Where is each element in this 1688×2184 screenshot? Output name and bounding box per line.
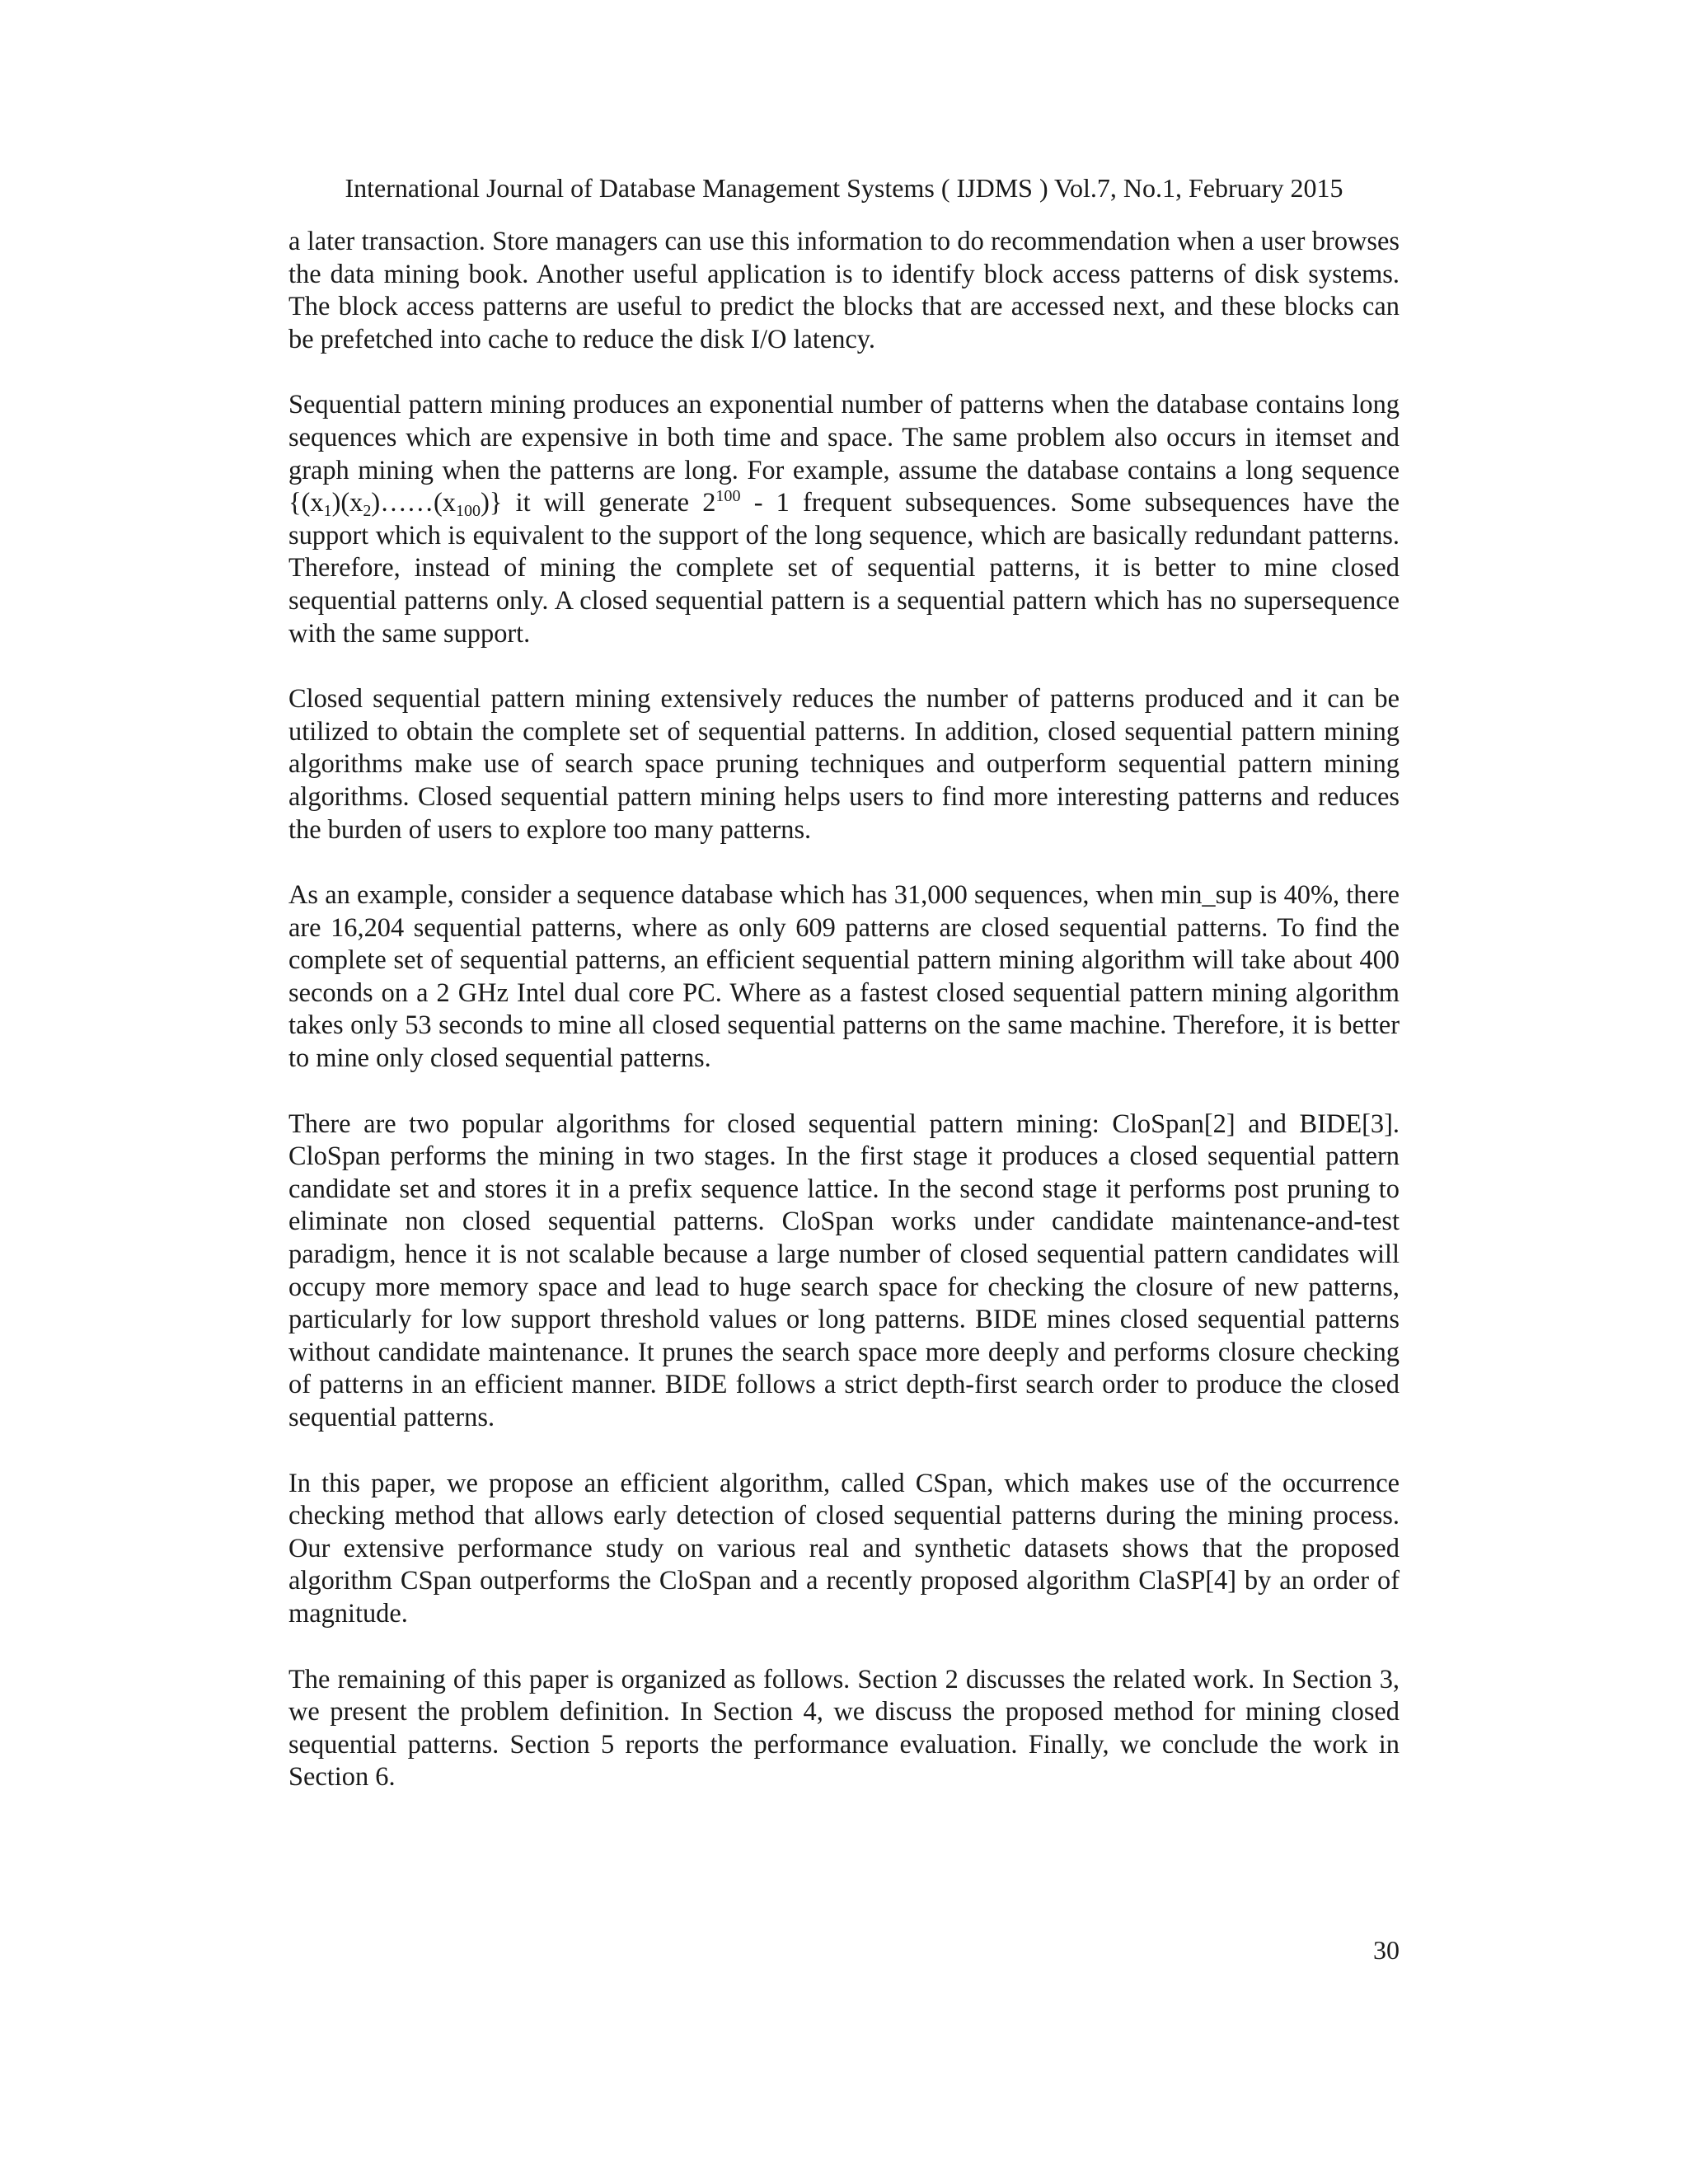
text-run: - 1 frequent subsequences. Some subsequences have the support which is equivalent to the support of the long sequence, which are basically redundant patterns. Therefore, instead of mining the complete set of sequential patterns, it is better to mine closed sequential patterns only. A closed sequential pattern is a sequential pattern which has no supersequence with the same support. (288, 488, 1400, 649)
subscript: 2 (363, 502, 372, 521)
paragraph-closed-pattern-benefits: Closed sequential pattern mining extensively reduces the number of patterns produced and it can be utilized to obtain the complete set of sequential patterns. In addition, closed sequential pattern mining algorithms make use of search space pruning techniques and outperform sequential pattern mining algorithms. Closed sequential pattern mining helps users to find more interesting patterns and reduces the burden of users to explore too many patterns. (288, 684, 1400, 845)
text-run: Sequential pattern mining produces an exponential number of patterns when the database contains long sequences which are expensive in both time and space. The same problem also occurs in itemset and graph mining when the patterns are long. For example, assume the database contains a long sequence {(x (288, 390, 1400, 518)
subscript: 1 (323, 502, 332, 521)
paragraph-organization: The remaining of this paper is organized as follows. Section 2 discusses the related work. In Section 3, we present the problem definition. In Section 4, we discuss the proposed method for mining closed sequential patterns. Section 5 reports the performance evaluation. Finally, we conclude the work in Section 6. (288, 1664, 1400, 1793)
paragraph-existing-algorithms: There are two popular algorithms for closed sequential pattern mining: CloSpan[2] and BIDE[3]. CloSpan performs the mining in two stages. In the first stage it produces a closed sequential pattern candidate set and stores it in a prefix sequence lattice. In the second stage it performs post pruning to eliminate non closed sequential patterns. CloSpan works under candidate maintenance-and-test paradigm, hence it is not scalable because a large number of closed sequential pattern candidates will occupy more memory space and lead to huge search space for checking the closure of new patterns, particularly for low support threshold values or long patterns. BIDE mines closed sequential patterns without candidate maintenance. It prunes the search space more deeply and performs closure checking of patterns in an efficient manner. BIDE follows a strict depth-first search order to produce the closed sequential patterns. (288, 1108, 1400, 1432)
running-header: International Journal of Database Management Systems ( IJDMS ) Vol.7, No.1, February 2015 (345, 173, 1343, 203)
paragraph-block-access: a later transaction. Store managers can use this information to do recommendation when a user browses the data mining book. Another useful application is to identify block access patterns of disk systems. The block access patterns are useful to predict the blocks that are accessed next, and these blocks can be prefetched into cache to reduce the disk I/O latency. (288, 227, 1400, 354)
text-run: )(x (331, 488, 363, 518)
paragraph-proposal: In this paper, we propose an efficient algorithm, called CSpan, which makes use of the occurrence checking method that allows early detection of closed sequential patterns during the mining process. Our extensive performance study on various real and synthetic datasets shows that the proposed algorithm CSpan outperforms the CloSpan and a recently proposed algorithm ClaSP[4] by an order of magnitude. (288, 1468, 1400, 1629)
subscript: 100 (455, 502, 481, 521)
text-run: )} it will generate 2 (481, 488, 716, 518)
body-text (288, 226, 1400, 1794)
text-run: )……(x (371, 488, 456, 518)
superscript: 100 (715, 487, 741, 506)
paragraph-example: As an example, consider a sequence database which has 31,000 sequences, when min_sup is 40%, there are 16,204 sequential patterns, where as only 609 patterns are closed sequential patterns. To find the complete set of sequential patterns, an efficient sequential pattern mining algorithm will take about 400 seconds on a 2 GHz Intel dual core PC. Where as a fastest closed sequential pattern mining algorithm takes only 53 seconds to mine all closed sequential patterns on the same machine. Therefore, it is better to mine only closed sequential patterns. (288, 880, 1400, 1074)
paragraph-closed-pattern-motivation (288, 389, 1400, 650)
page-number: 30 (1373, 1935, 1400, 1965)
